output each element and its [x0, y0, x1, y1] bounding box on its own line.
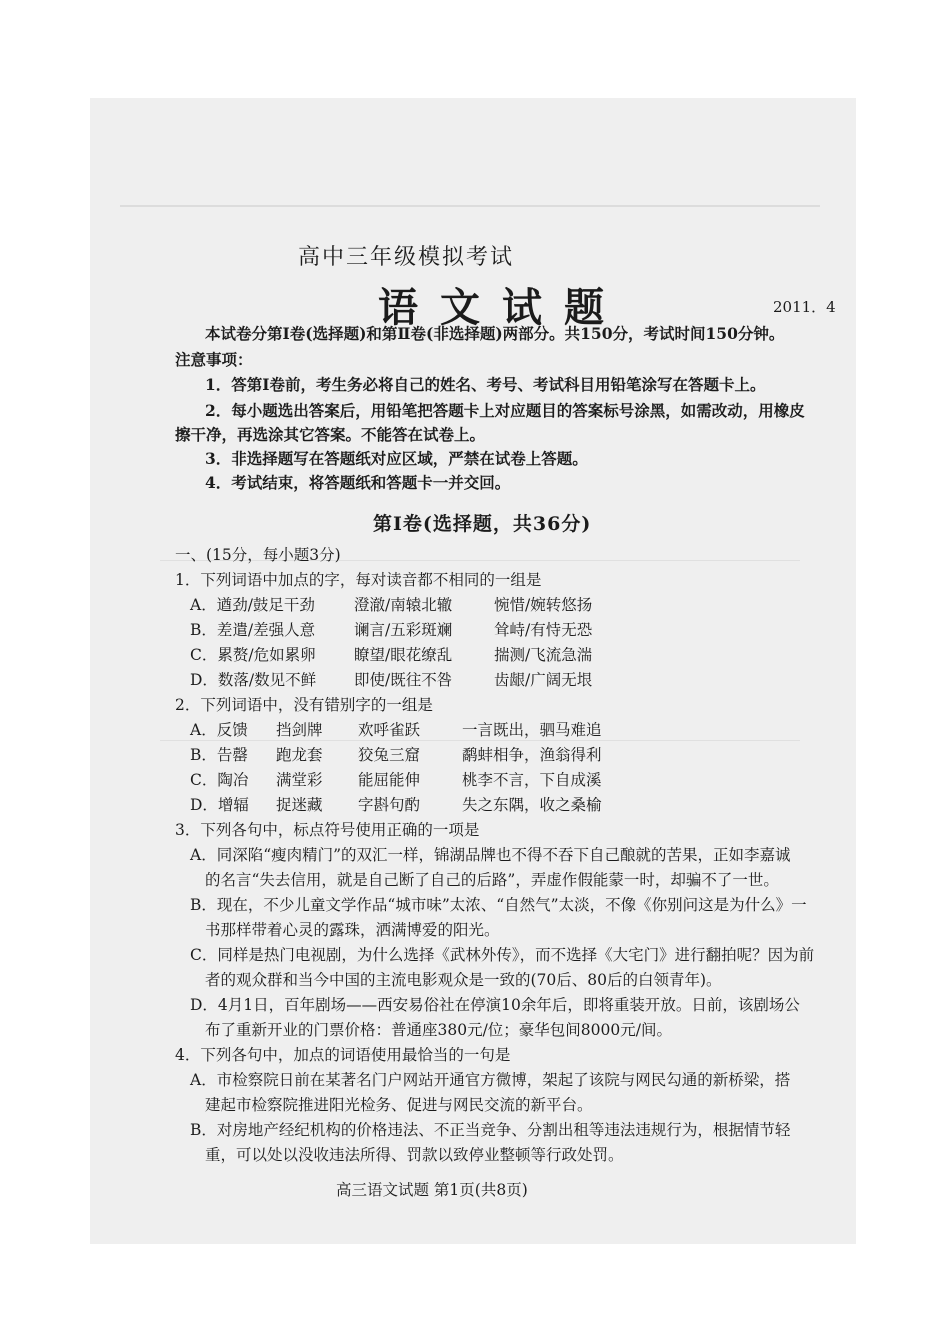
notice-item: 2．每小题选出答案后，用铅笔把答题卡上对应题目的答案标号涂黑，如需改动，用橡皮: [205, 401, 805, 420]
q3-line: A．同深陷“瘦肉精门”的双汇一样，锦湖品牌也不得不吞下自己酿就的苦果，正如李嘉诚: [190, 846, 791, 864]
exam-subtitle: 高中三年级模拟考试: [298, 245, 515, 270]
q4-line: 重，可以处以没收违法所得、罚款以致停业整顿等行政处罚。: [205, 1146, 624, 1164]
bleed-through-mark: [160, 740, 800, 741]
q2-option-text: 一言既出，驷马难追: [462, 721, 602, 739]
q2-option-text: D．增辐: [190, 796, 249, 814]
bleed-through-mark: [120, 205, 820, 207]
q2-option-text: 欢呼雀跃: [358, 721, 421, 739]
q1-option-a: [190, 595, 830, 615]
question-stem: 2．下列词语中，没有错别字的一组是: [175, 696, 433, 714]
q1-option-text: 谰言/五彩斑斓: [354, 621, 453, 639]
q2-option-text: 鹬蚌相争，渔翁得利: [462, 746, 602, 764]
q2-option-text: A．反馈: [190, 721, 248, 739]
q2-option-text: 桃李不言，下自成溪: [462, 771, 602, 789]
q1-option-text: 澄澈/南辕北辙: [354, 596, 453, 614]
exam-date: 2011．4: [773, 298, 836, 316]
q3-line: D．4月1日，百年剧场——西安易俗社在停演10余年后，即将重装开放。日前，该剧场公: [190, 996, 800, 1014]
notice-item: 1．答第Ⅰ卷前，考生务必将自己的姓名、考号、考试科目用铅笔涂写在答题卡上。: [205, 375, 766, 394]
q1-option-c: [190, 645, 830, 665]
q1-option-text: 齿龈/广阔无垠: [494, 671, 593, 689]
q3-line: 者的观众群和当今中国的主流电影观众是一致的(70后、80后的白领青年)。: [205, 971, 722, 989]
q4-line: B．对房地产经纪机构的价格违法、不正当竞争、分割出租等违法违规行为，根据情节轻: [190, 1121, 791, 1139]
q2-option-b: [190, 745, 830, 765]
q2-option-d: [190, 795, 830, 815]
q1-option-text: A．遒劲/鼓足干劲: [190, 596, 315, 614]
q2-option-text: 挡剑牌: [276, 721, 323, 739]
q1-option-b: [190, 620, 830, 640]
notice-item: 擦干净，再选涂其它答案。不能答在试卷上。: [175, 425, 486, 444]
notice-item: 3．非选择题写在答题纸对应区域，严禁在试卷上答题。: [205, 449, 588, 468]
q2-option-text: 字斟句酌: [358, 796, 421, 814]
q2-option-a: [190, 720, 830, 740]
question-stem: 4．下列各句中，加点的词语使用最恰当的一句是: [175, 1046, 511, 1064]
q4-line: 建起市检察院推进阳光检务、促进与网民交流的新平台。: [205, 1096, 593, 1114]
q1-option-text: C．累赘/危如累卵: [190, 646, 316, 664]
q2-option-text: B．告罄: [190, 746, 248, 764]
q2-option-text: 满堂彩: [276, 771, 323, 789]
q2-option-text: 能屈能伸: [358, 771, 421, 789]
exam-title: 语文试题: [378, 284, 626, 331]
q2-option-c: [190, 770, 830, 790]
question-stem: 3．下列各句中，标点符号使用正确的一项是: [175, 821, 480, 839]
question-stem: 1．下列词语中加点的字，每对读音都不相同的一组是: [175, 571, 542, 589]
q2-option-text: 失之东隅，收之桑榆: [462, 796, 602, 814]
q3-line: 书那样带着心灵的露珠，洒满博爱的阳光。: [205, 921, 500, 939]
page-footer: 高三语文试题 第1页(共8页): [336, 1181, 528, 1199]
q1-option-d: [190, 670, 830, 690]
q2-option-text: C．陶冶: [190, 771, 249, 789]
q1-option-text: D．数落/数见不鲜: [190, 671, 317, 689]
q3-line: C．同样是热门电视剧，为什么选择《武林外传》，而不选择《大宅门》进行翻拍呢？因为前: [190, 946, 815, 964]
part-one-title: 第Ⅰ卷(选择题，共36分): [373, 513, 592, 535]
q1-option-text: 耸峙/有恃无恐: [494, 621, 593, 639]
q1-option-text: 惋惜/婉转悠扬: [494, 596, 593, 614]
q4-line: A．市检察院日前在某著名门户网站开通官方微博，架起了该院与网民勾通的新桥梁，搭: [190, 1071, 791, 1089]
q3-line: 布了重新开业的门票价格：普通座380元/位；豪华包间8000元/间。: [205, 1021, 672, 1039]
q3-line: 的名言“失去信用，就是自己断了自己的后路”，弄虚作假能蒙一时，却骗不了一世。: [205, 871, 779, 889]
q2-option-text: 狡兔三窟: [358, 746, 421, 764]
q2-option-text: 跑龙套: [276, 746, 323, 764]
notice-heading: 注意事项：: [175, 350, 253, 369]
intro-text: 本试卷分第Ⅰ卷(选择题)和第Ⅱ卷(非选择题)两部分。共150分，考试时间150分钟。: [205, 324, 785, 343]
q1-option-text: 即使/既往不咎: [354, 671, 453, 689]
q2-option-text: 捉迷藏: [276, 796, 323, 814]
section-heading: 一、(15分，每小题3分): [175, 546, 341, 564]
q3-line: B．现在，不少儿童文学作品“城市味”太浓、“自然气”太淡，不像《你别问这是为什么》一: [190, 896, 807, 914]
notice-item: 4．考试结束，将答题纸和答题卡一并交回。: [205, 473, 511, 492]
q1-option-text: 瞭望/眼花缭乱: [354, 646, 453, 664]
q1-option-text: 揣测/飞流急湍: [494, 646, 593, 664]
q1-option-text: B．差遣/差强人意: [190, 621, 316, 639]
